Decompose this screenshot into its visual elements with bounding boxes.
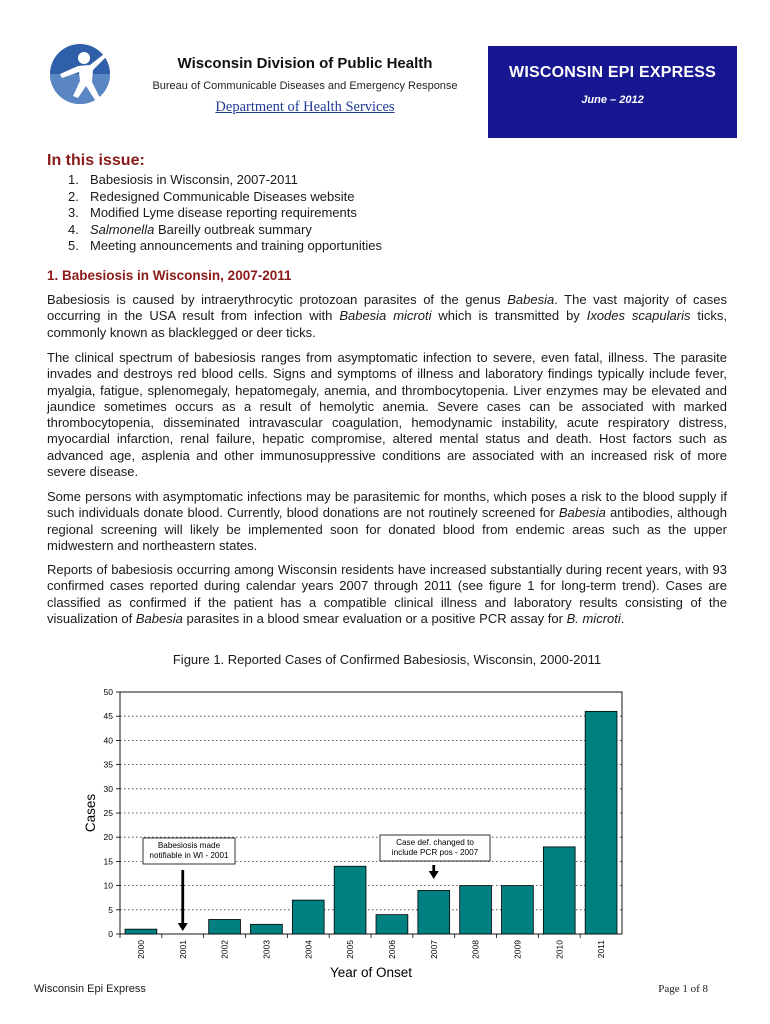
x-tick-label-2009: 2009: [512, 940, 523, 959]
y-tick-label: 5: [108, 904, 113, 915]
issue-item: 5. Meeting announcements and training opportunities: [68, 238, 382, 253]
y-tick-label: 35: [103, 759, 113, 770]
bar-2006: [376, 915, 408, 934]
issue-list: [68, 172, 382, 255]
x-tick-label-2000: 2000: [135, 940, 146, 959]
section-heading: 1. Babesiosis in Wisconsin, 2007-2011: [47, 268, 292, 283]
annotation-arrowhead-1: [429, 871, 439, 879]
bar-2003: [251, 924, 283, 934]
paragraph-reports: Reports of babesiosis occurring among Wisconsin residents have increased substantially during recent years, with 93 confirmed cases reported during calendar years 2007 through 2011 (see figure 1 for long-term trend). Cases are classified as confirmed if the patient has a compatible clinical illness and laboratory results consisting of the visualization of Babesia parasites in a blood smear evaluation or a positive PCR assay for B. microti.: [47, 562, 727, 626]
x-tick-label-2010: 2010: [554, 940, 565, 959]
figure-caption: Figure 1. Reported Cases of Confirmed Babesiosis, Wisconsin, 2000-2011: [172, 652, 602, 667]
x-axis-title: Year of Onset: [329, 965, 413, 980]
x-tick-label-2001: 2001: [177, 940, 188, 959]
x-tick-label-2011: 2011: [596, 940, 607, 959]
annotation-arrowhead-0: [178, 923, 188, 931]
x-tick-label-2002: 2002: [219, 940, 230, 959]
y-tick-label: 40: [103, 735, 113, 746]
annotation-text-0: Babesiosis made: [157, 841, 221, 850]
x-tick-label-2005: 2005: [345, 940, 356, 959]
issue-item: 3. Modified Lyme disease reporting requirements: [68, 205, 357, 220]
issue-item: 2. Redesigned Communicable Diseases website: [68, 188, 355, 204]
newsletter-date: June – 2012: [581, 94, 644, 106]
babesiosis-bar-chart: [75, 680, 635, 985]
y-tick-label: 25: [103, 808, 113, 818]
newsletter-title: WISCONSIN EPI EXPRESS: [509, 64, 716, 81]
x-tick-label-2007: 2007: [428, 940, 439, 959]
dhs-logo: [48, 42, 112, 106]
bar-2010: [543, 847, 575, 934]
department-link[interactable]: Department of Health Services: [215, 99, 395, 115]
bar-2005: [334, 866, 366, 934]
annotation-text-0: notifiable in WI - 2001: [149, 851, 229, 860]
y-tick-label: 0: [108, 929, 113, 939]
header-subtitle: Bureau of Communicable Diseases and Emergency Response: [152, 80, 458, 92]
y-tick-label: 15: [103, 856, 113, 867]
x-tick-label-2004: 2004: [303, 940, 314, 959]
footer-page-number: Page 1 of 8: [658, 983, 708, 995]
y-axis-title: Cases: [83, 793, 98, 833]
y-tick-label: 20: [103, 832, 113, 843]
header-title: Wisconsin Division of Public Health: [177, 55, 433, 72]
bar-2011: [585, 711, 617, 934]
y-tick-label: 30: [103, 783, 113, 794]
y-tick-label: 10: [103, 880, 113, 891]
footer-publication: Wisconsin Epi Express: [34, 983, 146, 995]
bar-2004: [292, 900, 324, 934]
x-tick-label-2006: 2006: [386, 940, 397, 959]
y-tick-label: 45: [103, 711, 113, 722]
paragraph-blood-supply: Some persons with asymptomatic infections may be parasitemic for months, which poses a risk to the blood supply if such individuals donate blood. Currently, blood donations are not routinely screened for Babesia antibodies, although regional screening will likely be implemented soon for donated blood from endemic areas such as the upper midwestern and northeastern states.: [47, 489, 728, 553]
annotation-text-1: Case def. changed to: [396, 838, 474, 847]
in-this-issue-heading: In this issue:: [47, 152, 145, 169]
bar-2002: [209, 919, 241, 934]
bar-2008: [460, 886, 492, 934]
paragraph-intro: Babesiosis is caused by intraerythrocytic protozoan parasites of the genus Babesia. The vast majority of cases occurring in the USA result from infection with Babesia microti which is transmitted by Ixodes scapularis ticks, commonly known as blacklegged or deer ticks.: [47, 292, 727, 340]
x-tick-label-2003: 2003: [261, 940, 272, 959]
issue-item: 1. Babesiosis in Wisconsin, 2007-2011: [68, 172, 298, 187]
issue-item: 4. Salmonella Bareilly outbreak summary: [68, 221, 312, 237]
paragraph-clinical: The clinical spectrum of babesiosis ranges from asymptomatic infection to severe, even fatal, illness. The parasite invades and destroys red blood cells. Signs and symptoms of illness and laboratory findings typically include fever, myalgia, fatigue, splenomegaly, hepatomegaly, anemia, and thrombocytopenia. Liver enzymes may be elevated and jaundice sometimes occurs as a result of hemolytic anemia. Severe cases can be associated with marked thrombocytopenia, disseminated intravascular coagulation, hemodynamic instability, acute respiratory distress, myocardial infarction, renal failure, hepatic compromise, altered mental status and death. Host factors such as advanced age, asplenia and other immunosuppressive conditions are associated with an increased risk of more severe disease.: [47, 350, 727, 480]
annotation-text-1: include PCR pos - 2007: [391, 848, 479, 857]
bar-2009: [502, 886, 534, 934]
newsletter-banner: [488, 46, 737, 138]
bar-2007: [418, 890, 450, 934]
y-tick-label: 50: [103, 687, 113, 697]
x-tick-label-2008: 2008: [470, 940, 481, 959]
bar-2000: [125, 929, 157, 934]
